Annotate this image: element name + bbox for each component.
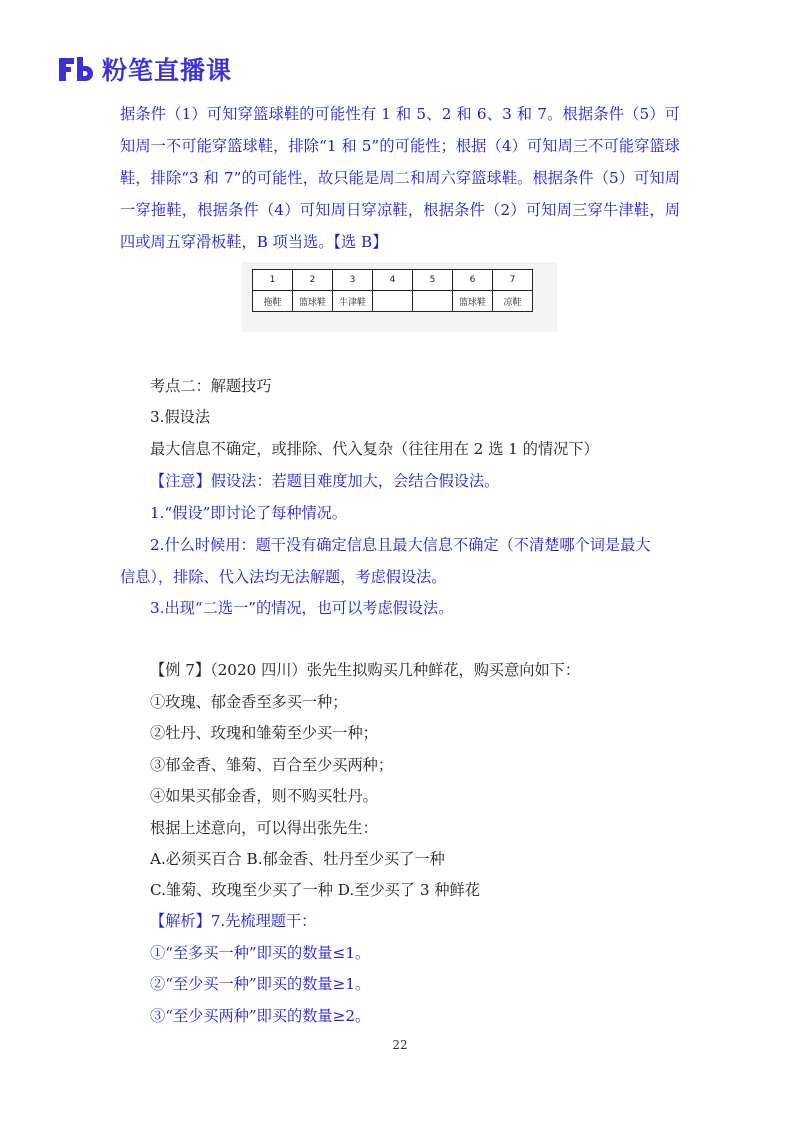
example-title: 【例 7】（2020 四川）张先生拟购买几种鲜花，购买意向如下： (150, 661, 581, 679)
kaodian-heading: 考点二：解题技巧 (150, 377, 272, 395)
shoe-cell: 凉鞋 (493, 291, 533, 312)
jiexi-title: 【解析】7.先梳理题干： (150, 912, 317, 930)
analysis-paragraph: 据条件（1）可知穿篮球鞋的可能性有 1 和 5、2 和 6、3 和 7。根据条件（5）可知周一不可能穿篮球鞋，排除“1 和 5”的可能性；根据（4）可知周三不可能穿篮球鞋，排除“3 和 7”的可能性，故只能是周二和周六穿篮球鞋。根据条件（5）可知周一穿拖鞋，根据条件（4）可知周日穿凉鞋，根据条件（2）可知周三穿牛津鞋，周四或周五穿滑板鞋，B 项当选。【选 B】 (120, 105, 680, 251)
brand-name: 粉笔直播课 (102, 56, 233, 85)
page-number: 22 (392, 1038, 408, 1052)
shoe-cell: 篮球鞋 (293, 291, 333, 312)
jiexi-line-3: ③“至少买两种”即买的数量≥2。 (150, 1007, 371, 1025)
shoe-cell: 牛津鞋 (333, 291, 373, 312)
condition-4: ④如果买郁金香，则不购买牡丹。 (150, 787, 378, 805)
day-cell: 7 (493, 270, 533, 291)
question-stem: 根据上述意向，可以得出张先生： (150, 819, 378, 837)
condition-2: ②牡丹、玫瑰和雏菊至少买一种； (150, 724, 378, 742)
jiexi-line-2: ②“至少买一种”即买的数量≥1。 (150, 975, 371, 993)
fenbi-logo-icon (58, 54, 94, 84)
point-1: 1.“假设”即讨论了每种情况。 (150, 504, 348, 522)
shoe-cell: 篮球鞋 (453, 291, 493, 312)
shoe-cell (413, 291, 453, 312)
options-line-1: A.必须买百合 B.郁金香、牡丹至少买了一种 (150, 850, 445, 868)
day-cell: 2 (293, 270, 333, 291)
shoe-cell: 拖鞋 (253, 291, 293, 312)
table-row (253, 270, 533, 291)
condition-1: ①玫瑰、郁金香至多买一种； (150, 693, 348, 711)
day-cell: 1 (253, 270, 293, 291)
method-title: 3.假设法 (150, 408, 211, 426)
options-line-2: C.雏菊、玫瑰至少买了一种 D.至少买了 3 种鲜花 (150, 881, 480, 899)
shoe-cell (373, 291, 413, 312)
condition-3: ③郁金香、雏菊、百合至少买两种； (150, 756, 393, 774)
shoe-table-image (242, 262, 557, 332)
method-description: 最大信息不确定，或排除、代入复杂（往往用在 2 选 1 的情况下） (150, 440, 599, 458)
point-2-line-1: 2.什么时候用：题干没有确定信息且最大信息不确定（不清楚哪个词是最大 (150, 536, 651, 554)
day-cell: 4 (373, 270, 413, 291)
brand-header (58, 52, 232, 86)
day-cell: 3 (333, 270, 373, 291)
day-cell: 5 (413, 270, 453, 291)
point-2-line-2: 信息），排除、代入法均无法解题，考虑假设法。 (120, 568, 447, 586)
shoe-table (252, 269, 533, 312)
day-cell: 6 (453, 270, 493, 291)
table-row (253, 291, 533, 312)
point-3: 3.出现“二选一”的情况，也可以考虑假设法。 (150, 599, 454, 617)
note-line: 【注意】假设法：若题目难度加大，会结合假设法。 (150, 472, 500, 490)
jiexi-line-1: ①“至多买一种”即买的数量≤1。 (150, 944, 371, 962)
